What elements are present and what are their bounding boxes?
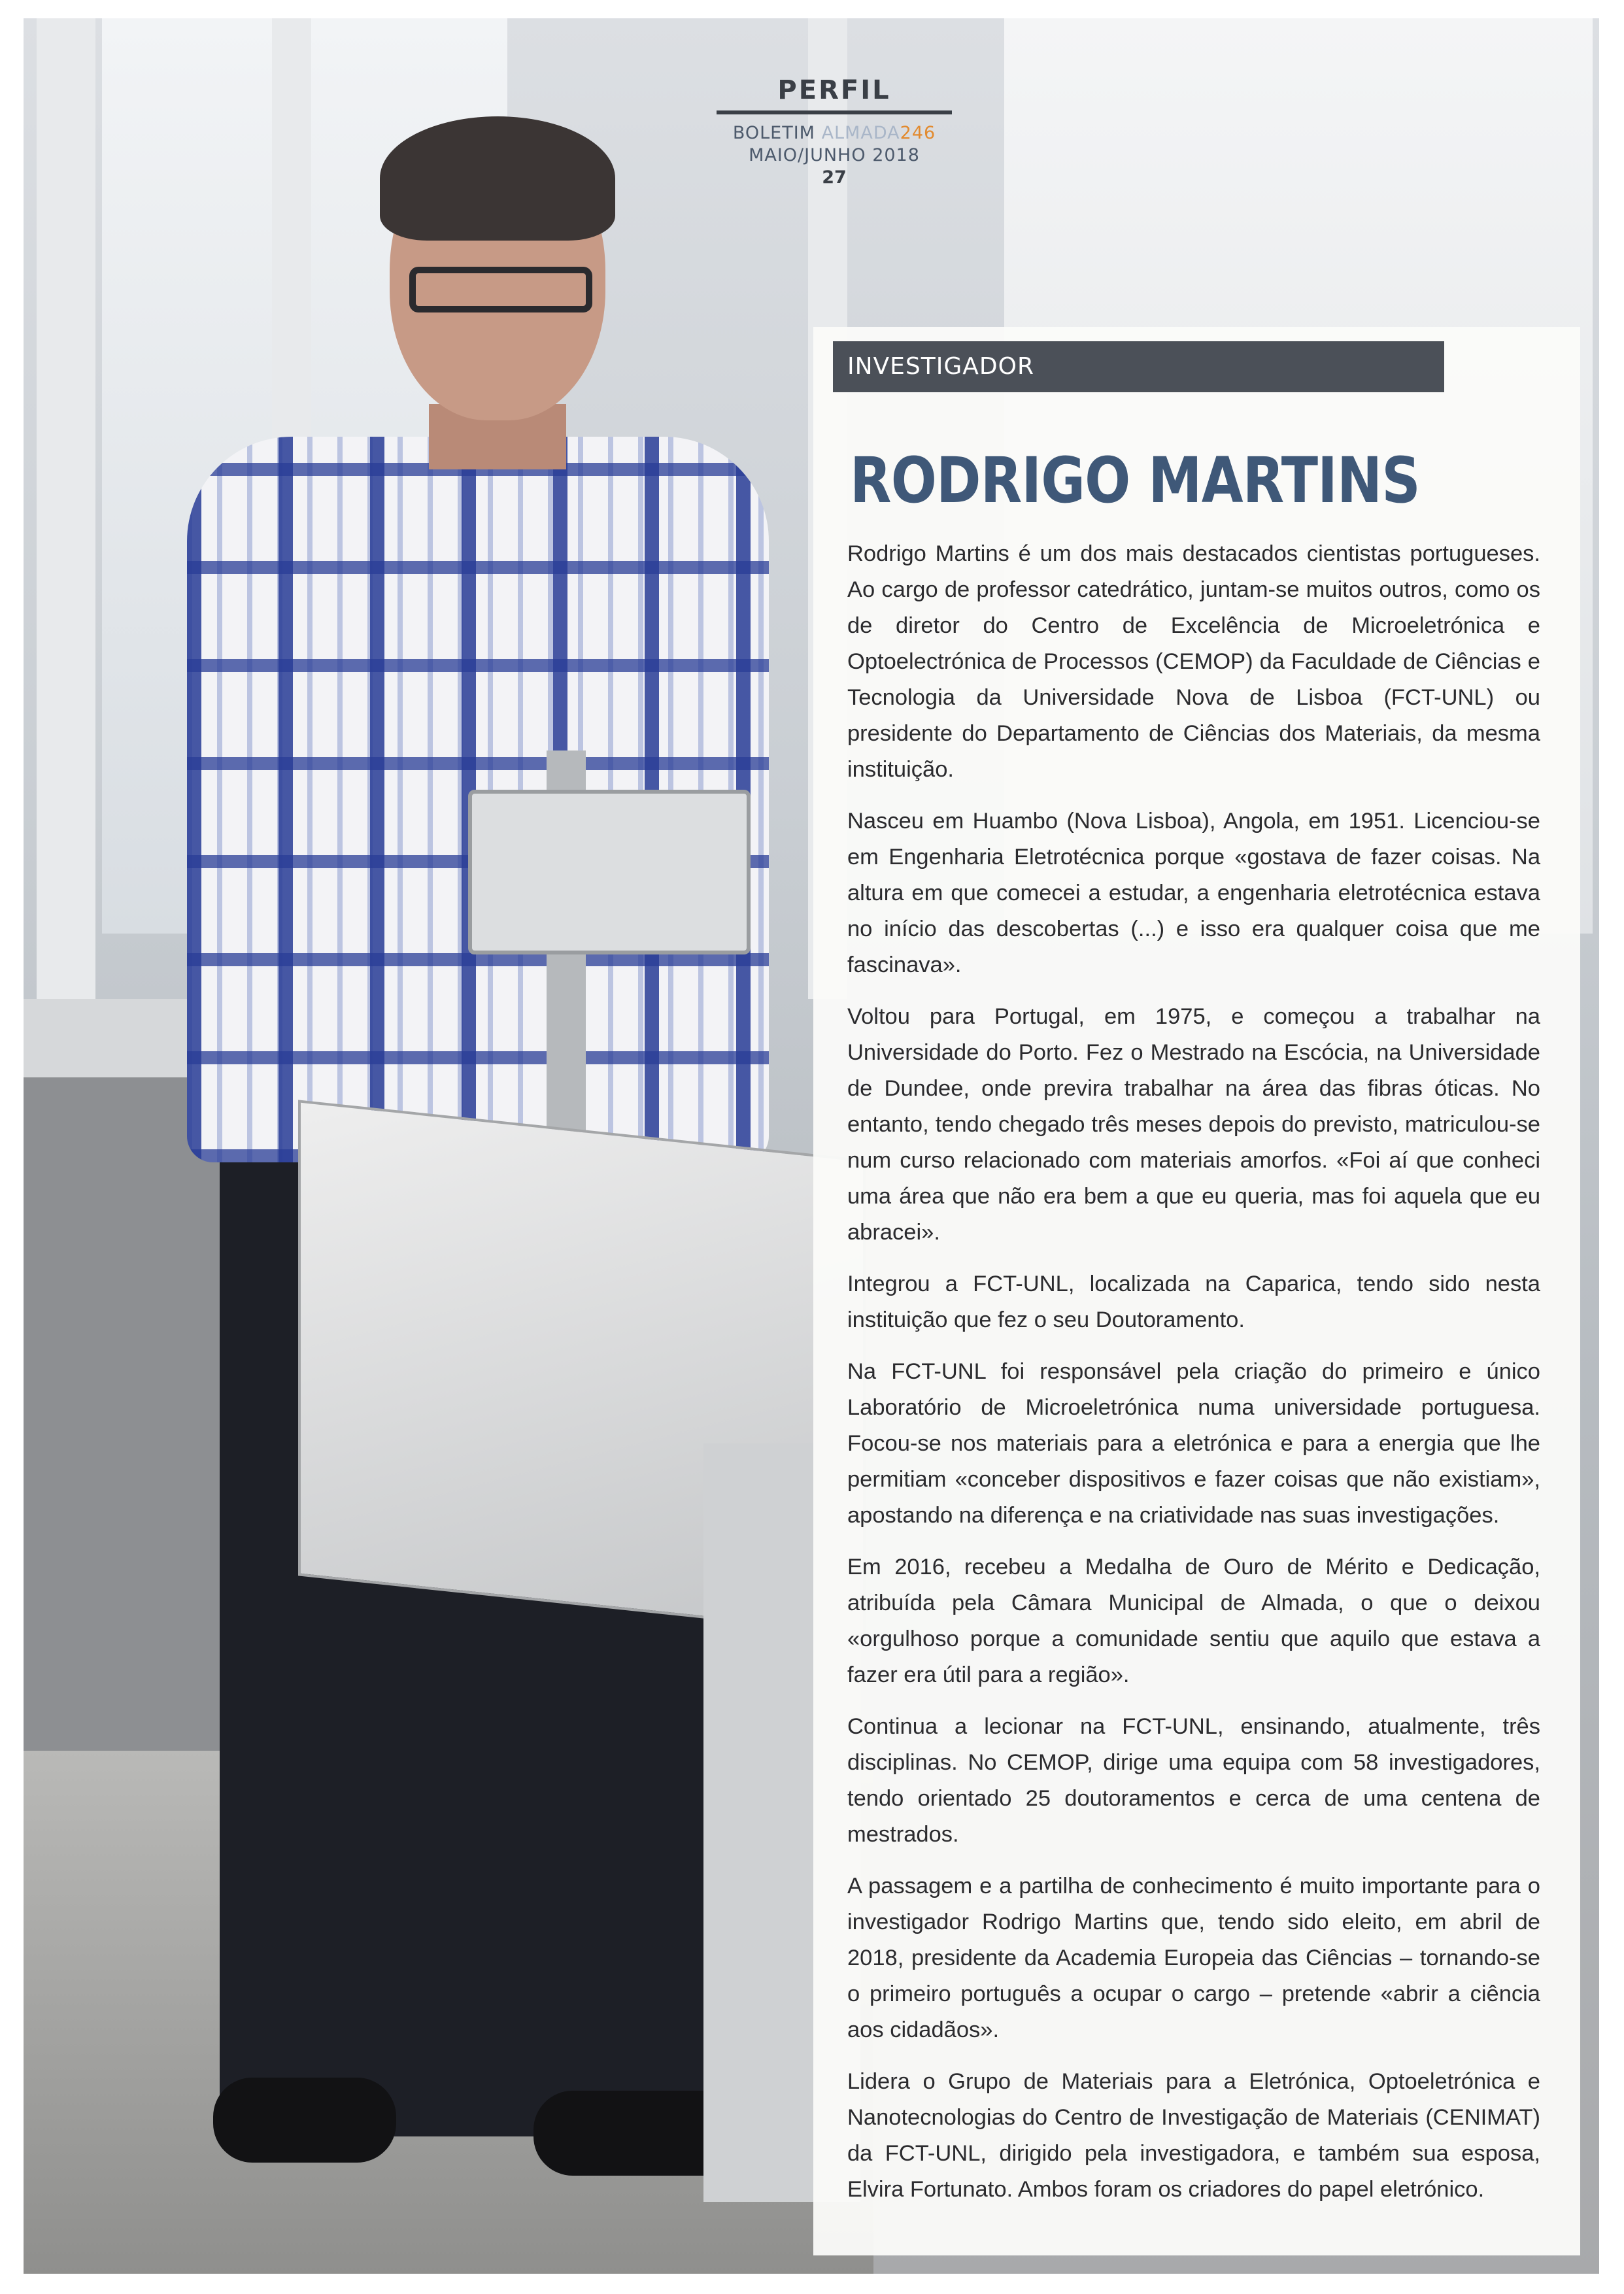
issue-line bbox=[697, 122, 972, 167]
article-title: RODRIGO MARTINS bbox=[850, 444, 1420, 517]
page-number: 27 bbox=[822, 167, 847, 188]
paragraph: Voltou para Portugal, em 1975, e começou a trabalhar na Universidade do Porto. Fez o Mestrado na Escócia, na Universidade de Dundee, onde previra trabalhar na área das fibras óticas. No entanto, tendo chegado três meses depois do previsto, matriculou-se num curso relacionado com materiais amorfos. «Foi aí que conheci uma área que não era bem a que eu queria, mas foi aquela que eu abracei». bbox=[847, 1004, 1540, 1245]
machine-head bbox=[468, 790, 751, 954]
paragraph: Na FCT-UNL foi responsável pela criação do primeiro e único Laboratório de Microeletrónica numa universidade portuguesa. Focou-se nos materiais para a eletrónica e para a energia que lhe permitiam «conceber dispositivos e fazer coisas que não existiam», apostando na diferença e na criatividade nas suas investigações. bbox=[847, 1359, 1540, 1528]
paragraph: A passagem e a partilha de conhecimento é muito importante para o investigador Rodrigo Martins que, tendo sido eleito, em abril de 2018, presidente da Academia Europeia das Ciências – tornando-se o primeiro português a ocupar o cargo – pretende «abrir a ciência aos cidadãos». bbox=[847, 1874, 1540, 2042]
person-hair bbox=[380, 116, 615, 241]
article-body bbox=[847, 536, 1540, 2223]
section-label: PERFIL bbox=[777, 75, 891, 105]
page-header bbox=[697, 74, 972, 189]
paragraph: Lidera o Grupo de Materiais para a Eletrónica, Optoeletrónica e Nanotecnologias do Centro de Investigação de Materiais (CENIMAT) da FCT-UNL, dirigido pela investigadora, e também sua esposa, Elvira Fortunato. Ambos foram os criadores do papel eletrónico. bbox=[847, 2069, 1540, 2202]
person-glasses bbox=[409, 267, 592, 312]
paragraph: Continua a lecionar na FCT-UNL, ensinando, atualmente, três disciplinas. No CEMOP, dirige uma equipa com 58 investigadores, tendo orientado 25 doutoramentos e cerca de uma centena de mestrados. bbox=[847, 1714, 1540, 1847]
brand-name: ALMADA bbox=[821, 123, 900, 143]
issue-date: MAIO/JUNHO 2018 bbox=[749, 145, 920, 165]
person-shoe bbox=[213, 2078, 396, 2163]
publication-name: BOLETIM bbox=[732, 123, 815, 143]
issue-number: 246 bbox=[900, 123, 936, 143]
paragraph: Rodrigo Martins é um dos mais destacados cientistas portugueses. Ao cargo de professor catedrático, juntam-se muitos outros, como os de diretor do Centro de Excelência de Microeletrónica e Optoelectrónica de Processos (CEMOP) da Faculdade de Ciências e Tecnologia da Universidade Nova de Lisboa (FCT-UNL) ou presidente do Departamento de Ciências dos Materiais, da mesma instituição. bbox=[847, 541, 1540, 782]
paragraph: Nasceu em Huambo (Nova Lisboa), Angola, em 1951. Licenciou-se em Engenharia Eletrotécnica porque «gostava de fazer coisas. Na altura em que comecei a estudar, a engenharia eletrotécnica estava no início das descobertas (...) e isso era qualquer coisa que me fascinava». bbox=[847, 809, 1540, 977]
paragraph: Integrou a FCT-UNL, localizada na Caparica, tendo sido nesta instituição que fez o seu Doutoramento. bbox=[847, 1272, 1540, 1332]
header-rule bbox=[717, 110, 952, 114]
category-label: INVESTIGADOR bbox=[833, 341, 1444, 392]
paragraph: Em 2016, recebeu a Medalha de Ouro de Mérito e Dedicação, atribuída pela Câmara Municipal de Almada, o que o deixou «orgulhoso porque a comunidade sentiu que aquilo que estava a fazer era útil para a região». bbox=[847, 1555, 1540, 1687]
wall-pillar bbox=[37, 18, 95, 999]
